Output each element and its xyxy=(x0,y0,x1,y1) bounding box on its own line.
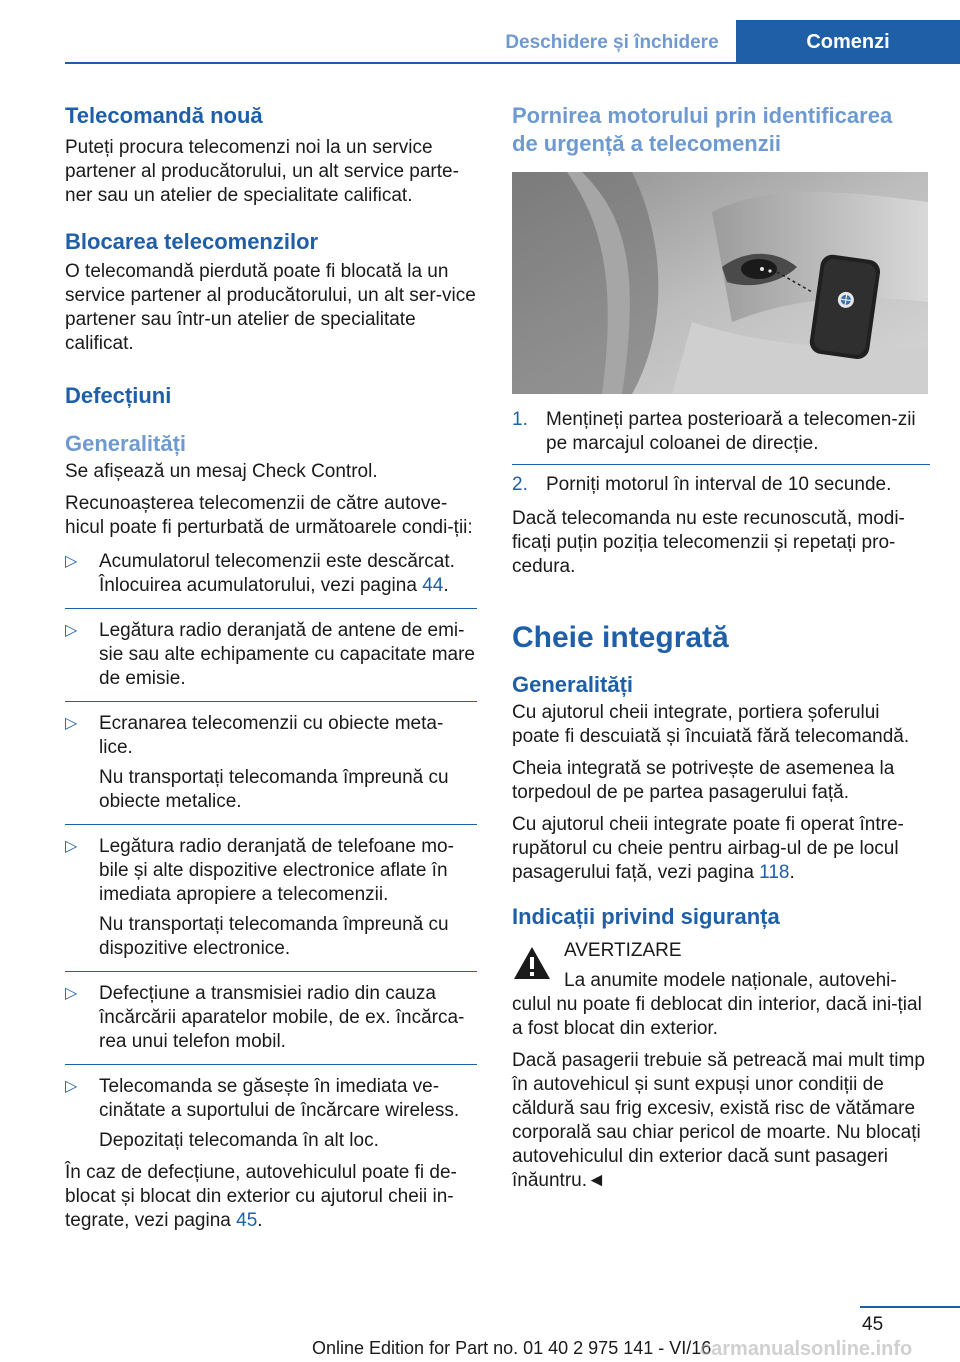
step-item xyxy=(512,473,930,497)
step-item xyxy=(512,408,930,456)
triangle-bullet-icon: ▷ xyxy=(65,622,78,639)
list-item-tail: . xyxy=(443,575,449,596)
triangle-bullet-icon: ▷ xyxy=(65,838,78,855)
list-item-text: Defecțiune a transmisiei radio din cauza încărcării aparatelor mobile, de ex. încărca‐rea unui telefon mobil. xyxy=(99,983,465,1052)
text-new-remote: Puteți procura telecomenzi noi la un service partener al producătorului, un alt service parte‐ner sau un atelier de specialitate calificat. xyxy=(65,137,459,206)
footer-rule xyxy=(860,1306,960,1308)
list-item xyxy=(65,712,477,814)
text-check-control: Se afișează un mesaj Check Control. xyxy=(65,461,378,482)
list-item-text: Ecranarea telecomenzii cu obiecte meta‐lice. xyxy=(99,713,444,758)
right-column xyxy=(512,102,930,1193)
list-item-text: Telecomanda se găsește în imediata ve‐cinătate a suportului de încărcare wireless. xyxy=(99,1076,460,1121)
step-number: 2. xyxy=(512,474,528,495)
heading-malfunctions: Defecțiuni xyxy=(65,383,172,408)
text-retry-procedure: Dacă telecomanda nu este recunoscută, modi‐ficați puțin poziția telecomenzii și repetați pro‐cedura. xyxy=(512,508,905,577)
warning-triangle-icon xyxy=(512,945,552,981)
list-item-text: Legătura radio deranjată de antene de emi‐sie sau alte echipamente cu capacitate mare de emisie. xyxy=(99,620,475,689)
steering-column-key-illustration xyxy=(512,172,928,394)
triangle-bullet-icon: ▷ xyxy=(65,715,78,732)
malfunction-list xyxy=(65,550,477,1153)
page-number: 45 xyxy=(862,1314,884,1335)
warning-text-first: La anumite modele naționale, autovehi‐culul nu poate fi deblocat din interior, dacă ini‐țial a fost blocat din exterior. xyxy=(512,970,922,1039)
heading-safety-notes: Indicații privind siguranța xyxy=(512,904,780,929)
text-integrated-key-glovebox: Cheia integrată se potrivește de asemenea la torpedoul de pe partea pasagerului față. xyxy=(512,758,895,803)
warning-block xyxy=(512,939,930,963)
watermark: carmanualsonline.info xyxy=(700,1338,913,1360)
triangle-bullet-icon: ▷ xyxy=(65,553,78,570)
page-link-118[interactable]: 118 xyxy=(759,862,790,883)
list-item-text: Acumulatorul telecomenzii este descărcat. Înlocuirea acumulatorului, vezi pagina xyxy=(99,551,455,596)
closing-text: În caz de defecțiune, autovehiculul poate fi de‐blocat și blocat din exterior cu ajutorul cheii in‐tegrate, vezi pagina xyxy=(65,1162,457,1231)
heading-emergency-start: Pornirea motorului prin identificarea de urgență a telecomenzii xyxy=(512,103,893,156)
footer-edition: Online Edition for Part no. 01 40 2 975 141 - VI/16 xyxy=(312,1338,712,1358)
text-remote-blocking: O telecomandă pierdută poate fi blocată la un service partener al producătorului, un alt ser‐vice partener sau într-un atelier de specialitate calificat. xyxy=(65,261,476,354)
list-separator xyxy=(65,1064,477,1065)
header-chapter-tab[interactable]: Comenzi xyxy=(736,20,960,64)
text-warning-unlock xyxy=(512,969,930,1041)
page-link-44[interactable]: 44 xyxy=(422,575,444,596)
heading-remote-blocking: Blocarea telecomenzilor xyxy=(65,229,319,254)
list-item-note: Nu transportați telecomanda împreună cu dispozitive electronice. xyxy=(99,914,449,959)
warning-label: AVERTIZARE xyxy=(564,940,682,961)
list-item xyxy=(65,619,477,691)
list-item xyxy=(65,1075,477,1153)
heading-new-remote: Telecomandă nouă xyxy=(65,103,263,128)
text-warning-passengers: Dacă pasagerii trebuie să petreacă mai mult timp în autovehicul și sunt expuși unor condiții de căldură sau frig excesiv, există risc de vătămare corporală sau chiar pericol de moarte. Nu blocați autovehiculul din exterior dacă sunt pasageri înăuntru.◄ xyxy=(512,1050,925,1191)
list-item xyxy=(65,550,477,598)
text-recognition: Recunoașterea telecomenzii de către autove‐hicul poate fi perturbată de următoarele condi‐ții: xyxy=(65,493,473,538)
list-item-note: Nu transportați telecomanda împreună cu obiecte metalice. xyxy=(99,767,449,812)
text-integrated-key-door: Cu ajutorul cheii integrate, portiera șoferului poate fi descuiată și încuiată fără telecomandă. xyxy=(512,702,910,747)
heading-general: Generalități xyxy=(65,431,187,456)
header-rule xyxy=(65,62,960,64)
airbag-text: Cu ajutorul cheii integrate poate fi operat între‐rupătorul cu cheie pentru airbag-ul de pe locul pasagerului față, vezi pagina xyxy=(512,814,904,883)
list-item xyxy=(65,982,477,1054)
list-separator xyxy=(65,608,477,609)
chapter-title-integrated-key: Cheie integrată xyxy=(512,621,729,654)
list-separator xyxy=(65,971,477,972)
step-text: Porniți motorul în interval de 10 secunde. xyxy=(546,474,892,495)
list-item-note: Depozitați telecomanda în alt loc. xyxy=(99,1130,379,1151)
airbag-tail: . xyxy=(789,862,795,883)
closing-tail: . xyxy=(257,1210,263,1231)
text-closing xyxy=(65,1161,477,1233)
step-text: Mențineți partea posterioară a telecomen‐zii pe marcajul coloanei de direcție. xyxy=(546,409,916,454)
step-number: 1. xyxy=(512,409,528,430)
text-integrated-key-airbag xyxy=(512,813,930,885)
list-item xyxy=(65,835,477,961)
list-separator xyxy=(65,701,477,702)
page-link-45[interactable]: 45 xyxy=(236,1210,258,1231)
list-separator xyxy=(512,464,930,465)
heading-integrated-key-general: Generalități xyxy=(512,672,634,697)
illustration-svg xyxy=(512,172,928,394)
list-item-text: Legătura radio deranjată de telefoane mo‐bile și alte dispozitive electronice aflate în imediata apropiere a telecomenzii. xyxy=(99,836,454,905)
triangle-bullet-icon: ▷ xyxy=(65,1078,78,1095)
left-column xyxy=(65,102,477,1233)
steps-list xyxy=(512,408,930,497)
triangle-bullet-icon: ▷ xyxy=(65,985,78,1002)
header-section-tab[interactable]: Deschidere și închidere xyxy=(505,32,719,53)
list-separator xyxy=(65,824,477,825)
